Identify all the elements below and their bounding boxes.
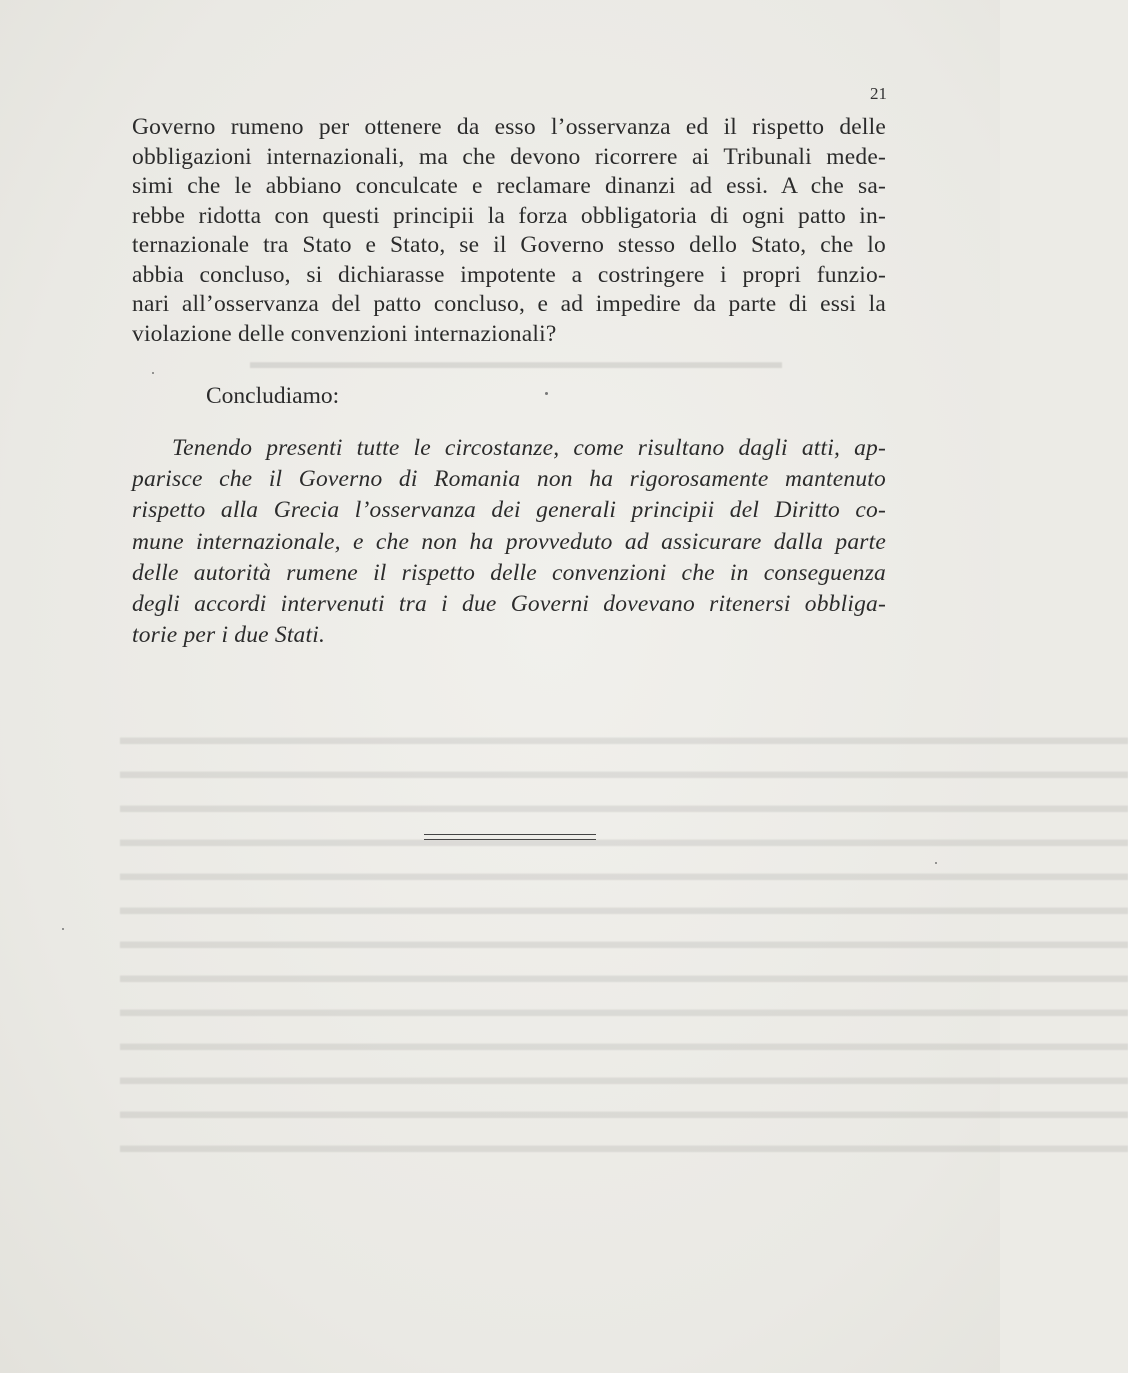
text-line: ternazionale tra Stato e Stato, se il Governo stesso dello Stato, che lo: [132, 232, 886, 258]
body-paragraph: [132, 113, 886, 349]
concludiamo-heading: Concludiamo:: [206, 383, 340, 409]
text-line: rispetto alla Grecia l’osservanza dei generali principii del Diritto co-: [132, 497, 886, 524]
text-line: nari all’osservanza del patto concluso, e ad impedire da parte di essi la: [132, 291, 886, 317]
text-line: rebbe ridotta con questi principii la forza obbligatoria di ogni patto in-: [132, 202, 886, 229]
ink-speck: [935, 862, 937, 864]
text-line: Tenendo presenti tutte le circostanze, come risultano dagli atti, ap-: [172, 435, 886, 461]
text-line: simi che le abbiano conculcate e reclamare dinanzi ad essi. A che sa-: [132, 173, 886, 199]
text-line: degli accordi intervenuti tra i due Governi dovevano ritenersi obbliga-: [132, 590, 886, 617]
page-number: 21: [870, 84, 887, 103]
text-line: violazione delle convenzioni internazionali?: [132, 320, 557, 347]
ink-speck: [152, 372, 154, 374]
text-line: torie per i due Stati.: [132, 622, 326, 649]
text-line: Governo rumeno per ottenere da esso l’osservanza ed il rispetto delle: [132, 114, 886, 140]
bleed-through-heading: ▬▬▬▬▬▬▬▬▬▬▬▬▬▬▬▬▬▬▬▬▬▬▬▬▬▬▬▬: [250, 352, 782, 373]
text-line: mune internazionale, e che non ha provveduto ad assicurare dalla parte: [132, 528, 886, 555]
ink-speck: [545, 392, 548, 395]
text-line: abbia concluso, si dichiarasse impotente a costringere i propri funzio-: [132, 261, 886, 288]
text-line: obbligazioni internazionali, ma che devono ricorrere ai Tribunali mede-: [132, 143, 886, 170]
bleed-through-text: ▬▬▬▬▬▬▬▬▬▬▬▬▬▬▬▬▬▬▬▬▬▬▬▬▬▬▬▬▬▬▬▬▬▬▬▬▬▬▬▬▬▬▬▬▬▬▬▬ ▬▬▬▬▬▬▬▬▬▬▬▬▬▬▬▬▬▬▬▬▬▬▬▬▬▬▬▬▬▬▬▬▬▬▬▬▬▬▬▬▬▬▬▬▬▬▬▬ ▬▬▬▬▬▬▬▬▬▬▬▬▬▬▬▬▬▬▬▬▬▬▬▬▬▬▬▬▬▬▬▬▬▬▬▬▬▬▬▬▬▬▬▬▬▬▬▬ ▬▬▬▬▬▬▬▬▬▬▬▬▬▬▬▬▬▬▬▬▬▬▬▬▬▬▬▬▬▬▬▬▬▬▬▬▬▬▬▬▬▬▬▬▬▬▬▬ ▬▬▬▬▬▬▬▬▬▬▬▬▬▬▬▬▬▬▬▬▬▬▬▬▬▬▬▬▬▬▬▬▬▬▬▬▬▬▬▬▬▬▬▬▬▬▬▬ ▬▬▬▬▬▬▬▬▬▬▬▬▬▬▬▬▬▬▬▬▬▬▬▬▬▬▬▬▬▬▬▬▬▬▬▬▬▬▬▬▬▬▬▬▬▬▬▬ ▬▬▬▬▬▬▬▬▬▬▬▬▬▬▬▬▬▬▬▬▬▬▬▬▬▬▬▬▬▬▬▬▬▬▬▬▬▬▬▬▬▬▬▬▬▬▬▬ ▬▬▬▬▬▬▬▬▬▬▬▬▬▬▬▬▬▬▬▬▬▬▬▬▬▬▬▬▬▬▬▬▬▬▬▬▬▬▬▬▬▬▬▬▬▬▬▬ ▬▬▬▬▬▬▬▬▬▬▬▬▬▬▬▬▬▬▬▬▬▬▬▬▬▬▬▬▬▬▬▬▬▬▬▬▬▬▬▬▬▬▬▬▬▬▬▬ ▬▬▬▬▬▬▬▬▬▬▬▬▬▬▬▬▬▬▬▬▬▬▬▬▬▬▬▬▬▬▬▬▬▬▬▬▬▬▬▬▬▬▬▬▬▬▬▬ ▬▬▬▬▬▬▬▬▬▬▬▬▬▬▬▬▬▬▬▬▬▬▬▬▬▬▬▬▬▬▬▬▬▬▬▬▬▬▬▬▬▬▬▬▬▬▬▬ ▬▬▬▬▬▬▬▬▬▬▬▬▬▬▬▬▬▬▬▬▬▬▬▬▬▬▬▬▬▬▬▬▬▬▬▬▬▬▬▬▬▬▬▬▬▬▬▬ ▬▬▬▬▬▬▬▬▬▬▬▬▬▬▬▬▬▬▬▬▬▬▬▬▬▬▬▬▬▬▬▬▬▬▬▬▬▬▬▬▬▬▬▬▬▬▬▬: [120, 725, 1128, 1157]
text-line: delle autorità rumene il rispetto delle convenzioni che in conseguenza: [132, 559, 886, 586]
double-rule-divider: [424, 834, 596, 840]
text-line: parisce che il Governo di Romania non ha rigorosamente mantenuto: [132, 466, 886, 493]
conclusion-paragraph: [132, 433, 886, 651]
ink-speck: [62, 928, 64, 930]
